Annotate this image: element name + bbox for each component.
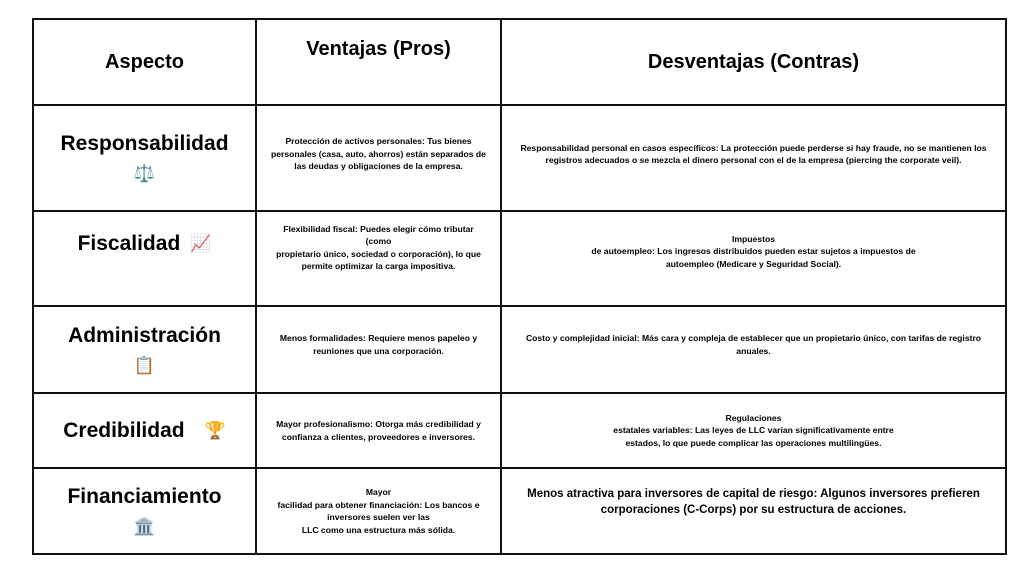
cons-text: Responsabilidad personal en casos específicos: La protección puede perderse si hay fraude, no se mantienen los registros adecuados o se mezcla el dinero personal con el de la empresa (piercing the corporate veil). bbox=[520, 142, 987, 165]
aspect-label: Fiscalidad bbox=[77, 231, 181, 255]
aspect-cell-financiamiento bbox=[34, 469, 257, 553]
header-cons bbox=[502, 20, 1005, 106]
aspect-cell-responsabilidad bbox=[34, 106, 257, 212]
cons-cell-fiscalidad bbox=[502, 212, 1005, 307]
trophy-icon: 🏆 bbox=[204, 420, 226, 440]
cons-cell-credibilidad bbox=[502, 394, 1005, 469]
pros-cell-administracion bbox=[257, 307, 502, 394]
header-aspect bbox=[34, 20, 257, 106]
cons-text: Regulaciones estatales variables: Las leyes de LLC varían significativamente entre estados, lo que puede complicar las operaciones multilingües. bbox=[613, 412, 894, 448]
pros-text: Mayor profesionalismo: Otorga más credibilidad y confianza a clientes, proveedores e inversores. bbox=[276, 419, 481, 442]
cons-cell-administracion bbox=[502, 307, 1005, 394]
header-aspect-label: Aspecto bbox=[105, 50, 184, 73]
pros-text: Mayor facilidad para obtener financiación: Los bancos e inversores suelen ver las LLC como una estructura más sólida. bbox=[277, 487, 480, 535]
aspect-cell-credibilidad bbox=[34, 394, 257, 469]
aspect-label: Financiamiento bbox=[67, 485, 222, 508]
aspect-label: Administración bbox=[68, 323, 221, 347]
pros-cell-credibilidad bbox=[257, 394, 502, 469]
pros-cell-responsabilidad bbox=[257, 106, 502, 212]
cons-text: Menos atractiva para inversores de capital de riesgo: Algunos inversores prefieren corporaciones (C-Corps) por su estructura de acciones. bbox=[527, 488, 980, 516]
aspect-cell-fiscalidad bbox=[34, 212, 257, 307]
pros-cell-financiamiento bbox=[257, 469, 502, 553]
header-cons-label: Desventajas (Contras) bbox=[647, 50, 860, 73]
cons-text: Impuestos de autoempleo: Los ingresos distribuidos pueden estar sujetos a impuestos de autoempleo (Medicare y Seguridad Social). bbox=[591, 233, 916, 269]
chart-increasing-icon: 📈 bbox=[190, 233, 212, 253]
clipboard-icon: 📋 bbox=[133, 355, 156, 375]
header-pros-label: Ventajas (Pros) bbox=[306, 38, 451, 60]
cons-cell-financiamiento bbox=[502, 469, 1005, 553]
pros-cell-fiscalidad bbox=[257, 212, 502, 307]
comparison-table bbox=[32, 18, 1007, 555]
header-pros bbox=[257, 20, 502, 106]
aspect-cell-administracion bbox=[34, 307, 257, 394]
cons-text: Costo y complejidad inicial: Más cara y compleja de establecer que un propietario único, con tarifas de registro anuales. bbox=[525, 333, 982, 356]
pros-text: Menos formalidades: Requiere menos papeleo y reuniones que una corporación. bbox=[279, 333, 478, 356]
bank-building-icon: 🏛️ bbox=[133, 517, 156, 536]
cons-cell-responsabilidad bbox=[502, 106, 1005, 212]
pros-text: Flexibilidad fiscal: Puedes elegir cómo tributar (como propietario único, sociedad o corporación), lo que permite optimizar la carga impositiva. bbox=[276, 223, 481, 271]
aspect-label: Credibilidad bbox=[63, 418, 185, 442]
pros-text: Protección de activos personales: Tus bienes personales (casa, auto, ahorros) están separados de las deudas y obligaciones de la empresa. bbox=[271, 136, 486, 172]
scales-icon: ⚖️ bbox=[133, 164, 156, 183]
aspect-label: Responsabilidad bbox=[60, 132, 229, 155]
